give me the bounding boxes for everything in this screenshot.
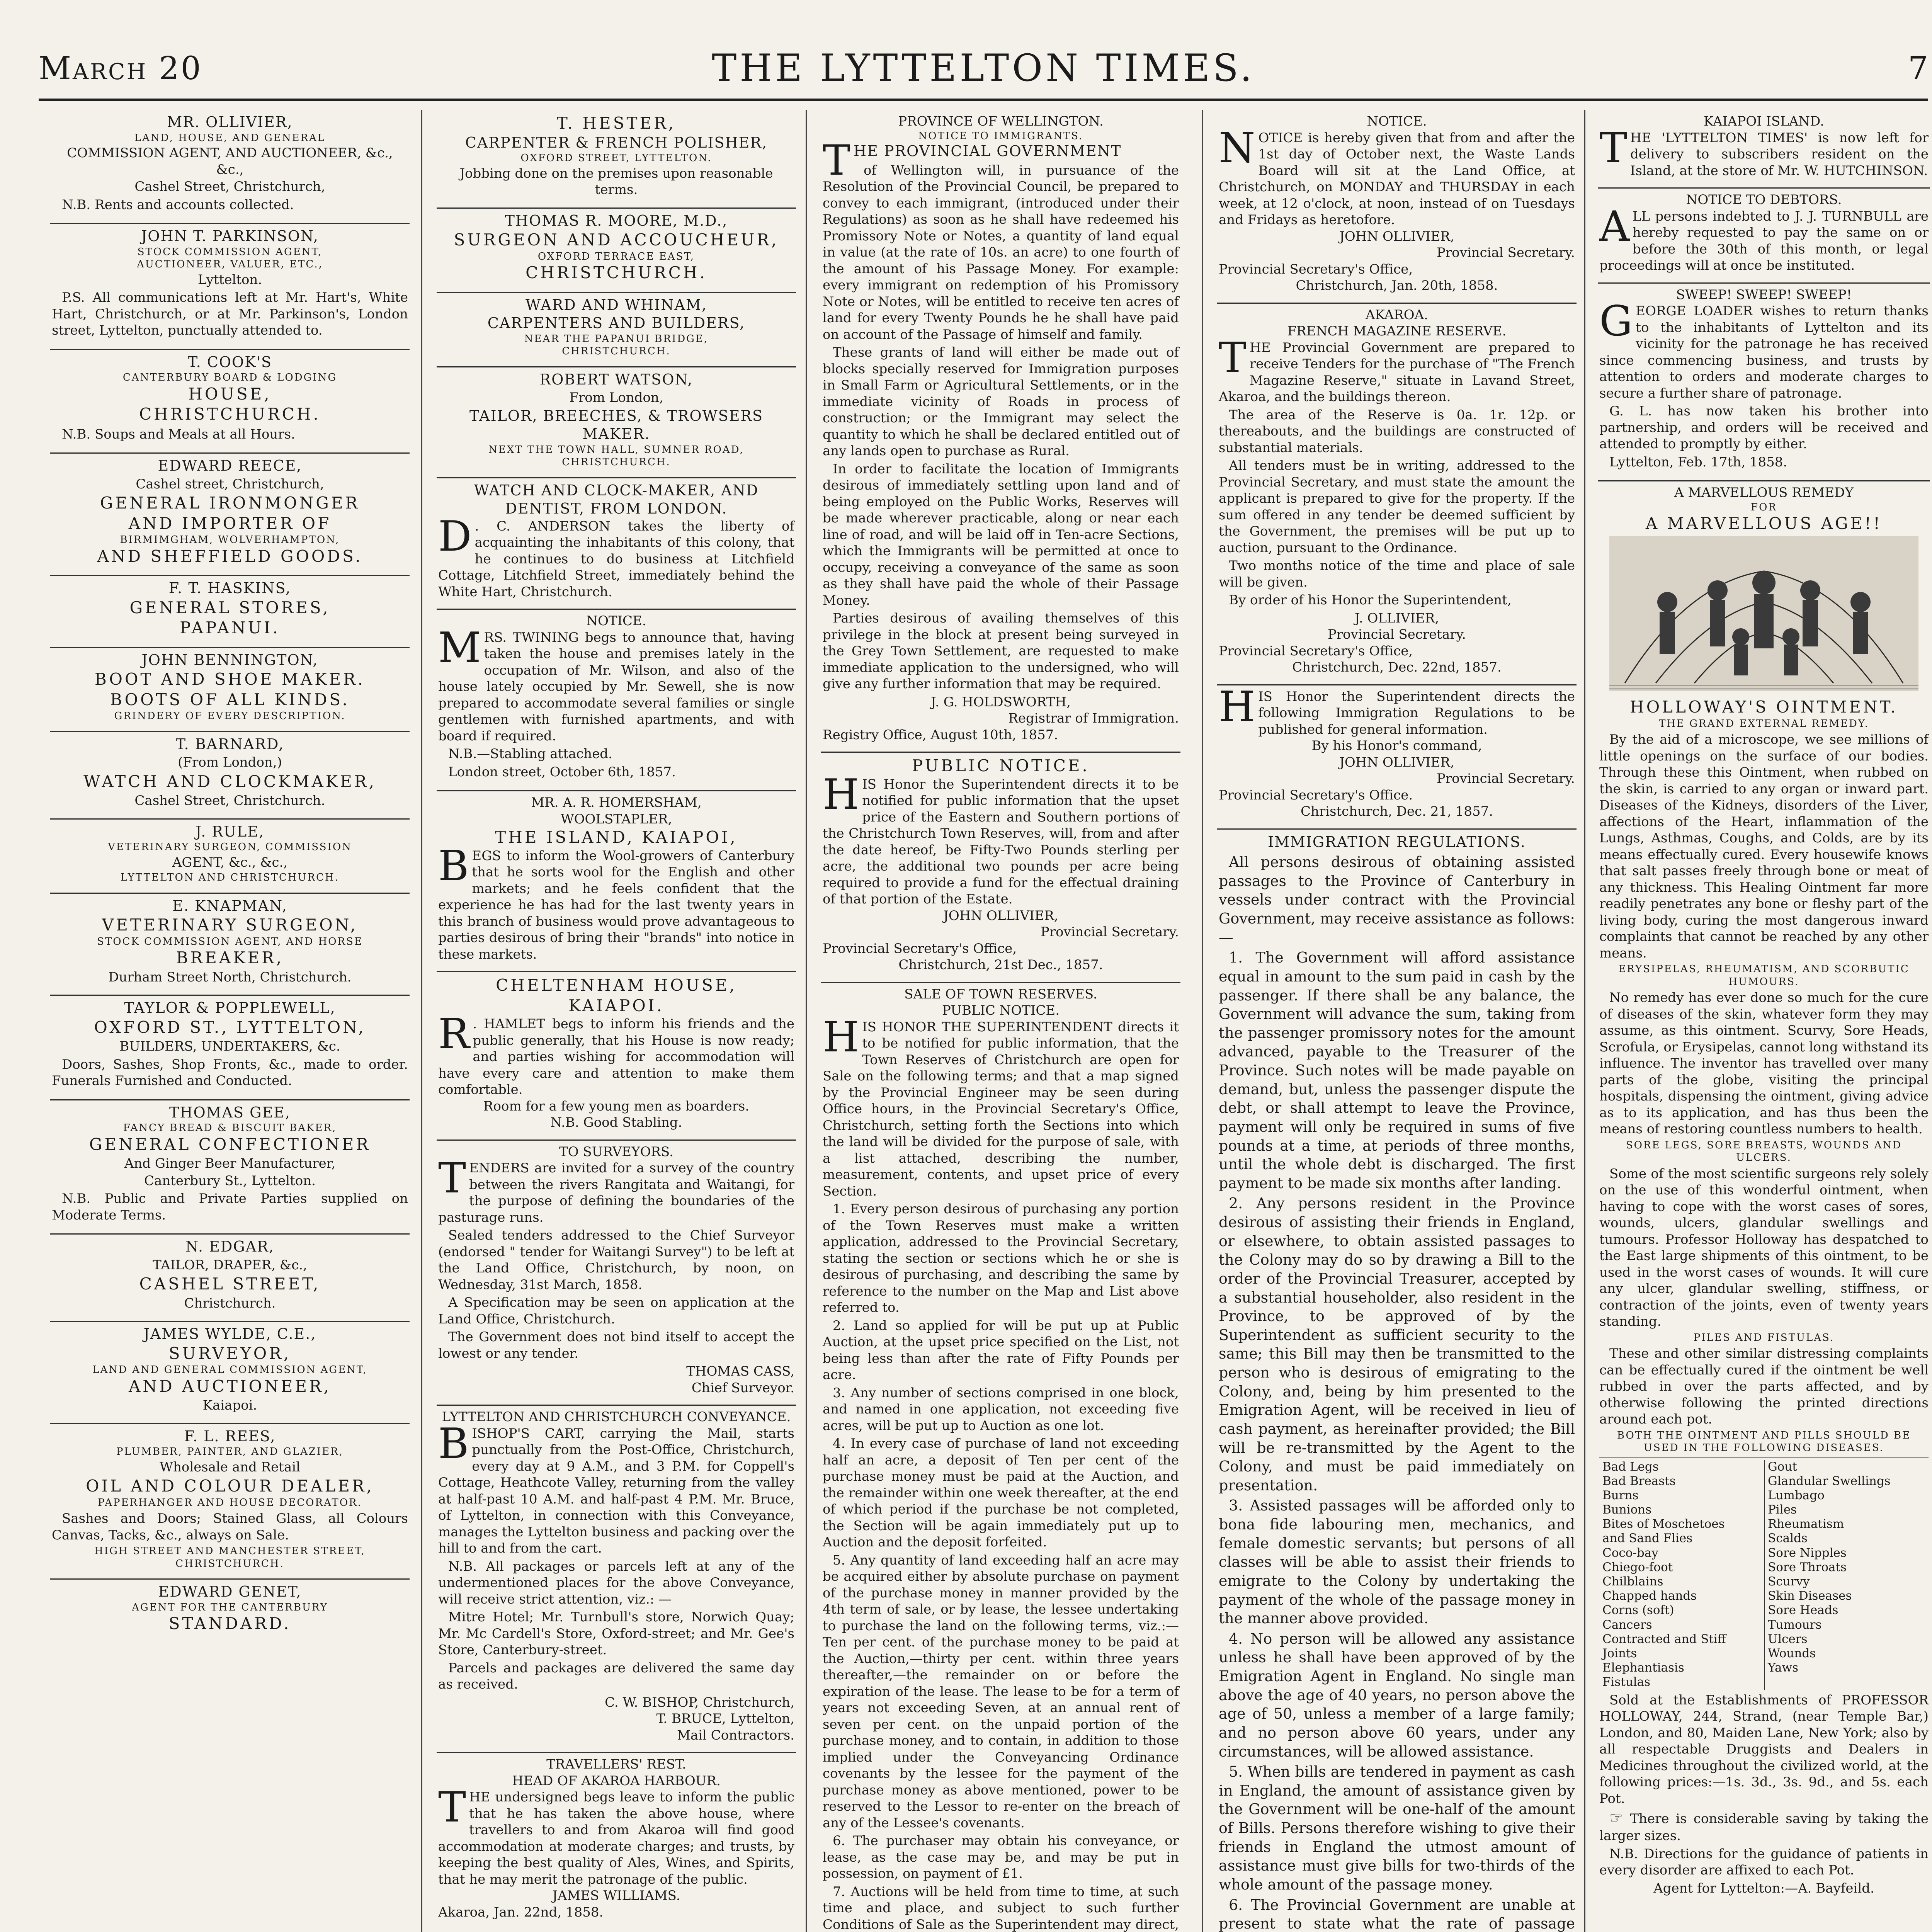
disease-item: Yaws	[1768, 1661, 1798, 1675]
ad-cheltenham: CHELTENHAM HOUSE, KAIAPOI. R . HAMLET begs to inform his friends and the public generally, that his House is now ready; and parties wishing for accommodation will have every care and attention to make them comfortable. Room for a few young men as boarders. N.B. Good Stabling.	[437, 971, 796, 1139]
card-line: THOMAS GEE,	[169, 1104, 291, 1121]
notice-public: PUBLIC NOTICE. HIS Honor the Superintendent directs it to be notified for public information that the upset price of the Eastern and Southern portions of the Christchurch Town Reserves, will, from and after the date hereof, be Fifty-Two Pounds sterling per acre, the additional two pounds per acre being required to provide a fund for the effectual draining of that portion of the Estate. JOHN OLLIVIER, Provincial Secretary. Provincial Secretary's Office, Christchurch, 21st Dec., 1857.	[821, 752, 1180, 982]
card-line: Lyttelton.	[197, 272, 262, 287]
card-line: Cashel street, Christchurch,	[136, 476, 324, 492]
card-line: MR. OLLIVIER,	[167, 114, 293, 131]
card-line: STANDARD.	[168, 1614, 291, 1633]
column-rule	[806, 110, 807, 1932]
ad-homersham: MR. A. R. HOMERSHAM, WOOLSTAPLER, THE ISLAND, KAIAPOI, BEGS to inform the Wool-growers of Canterbury that he sorts wool for the English and other markets; and he feels confident that the experience he has had for the last twenty years in this branch of business would prove advantageous to parties desirous of bring their "brands" into notice in these markets.	[437, 790, 796, 971]
column-2	[437, 110, 796, 1932]
card-note: N.B. Public and Private Parties supplied on Moderate Terms.	[52, 1191, 408, 1223]
card-line: TAYLOR & POPPLEWELL,	[124, 999, 336, 1016]
card-line: Kaiapoi.	[202, 1398, 257, 1413]
ad-holloway: A MARVELLOUS REMEDY FOR A MARVELLOUS AGE!! HOLLOWAY'S OINTMENT. THE GRAND EXTERNAL REMEDY. By the aid of a microscope, we see millions of little openings on the surface of our bodies. Through these this Ointment, when rubbed on the skin, is carried to any organ or inward part. Diseases of the Kidneys, disorders of the Liver, affections of the Heart, inflammation of the Lungs, Asthmas, Coughs, and Colds, are by its means effectually cured. Every housewife knows that salt passes freely through bone or meat of any thickness. This Healing Ointment far more readily penetrates any bone or fleshy part of the living body, curing the most dangerous inward complaints that cannot be reached by any other means. ERYSIPELAS, RHEUMATISM, AND SCORBUTIC HUMOURS. No remedy has ever done so much for the cure of diseases of the skin, whatever form they may assume, as this ointment. Scurvy, Sore Heads, Scrofula, or Erysipelas, cannot long withstand its influence. The inventor has travelled over many parts of the globe, visiting the principal hospitals, dispensing the ointment, giving advice as to its application, and has thus been the means of restoring countless numbers to health. SORE LEGS, SORE BREASTS, WOUNDS AND ULCERS. Some of the most scientific surgeons rely solely on the use of this wonderful ointment, when having to cope with the worst cases of sores, wounds, ulcers, glandular swellings and tumours. Professor Holloway has despatched to the East large shipments of this ointment, to be used in the worst cases of wounds. It will cure any ulcer, glandular swelling, stiffness, or contraction of the joints, even of twenty years standing. PILES AND FISTULAS. These and other similar distressing complaints can be effectually cured if the ointment be well rubbed in over the parts affected, and by otherwise following the printed directions around each pot. BOTH THE OINTMENT AND PILLS SHOULD BE USED IN THE FOLLOWING DISEASES. Bad Legs Bad Breasts Burns Bunions Bites of Moschetoes and Sand Flies Coco-bay Chiego-foot Chilblains Chapped hands Corns (soft) Cancers Contracted and Stiff Joints Elephantiasis Fistulas Gout Glandular Swellings Lumbago Piles Rheumatism Scalds Sore Nipples Sore Throats Scurvy Skin Diseases Sore Heads Tumours Ulcers Wounds Yaws Sold at the Establishments of PROFESSOR HOLLOWAY, 244, Strand, (near Temple Bar,) London, and 80, Maiden Lane, New York; also by all respectable Druggists and Dealers in Medicines throughout the civilized world, at the following prices:—1s. 3d., 3s. 9d., and 5s. each Pot. ☞ There is considerable saving by taking the larger sizes. N.B. Directions for the guidance of patients in every disorder are affixed to each Pot. Agent for Lyttelton:—A. Bayfeild.	[1598, 480, 1930, 1905]
card-line: LAND, HOUSE, AND GENERAL	[134, 132, 326, 144]
disease-item: Bad Breasts	[1602, 1474, 1676, 1488]
column-5	[1598, 110, 1930, 1932]
card-line: PAPERHANGER AND HOUSE DECORATOR.	[98, 1497, 362, 1509]
pointing-hand-icon: ☞	[1609, 1809, 1623, 1827]
card-line: WATCH AND CLOCKMAKER,	[83, 772, 376, 791]
card-line: CASHEL STREET,	[139, 1274, 321, 1293]
card-line: T. COOK'S	[187, 353, 272, 371]
notice-akaroa: AKAROA. FRENCH MAGAZINE RESERVE. THE Provincial Government are prepared to receive Tenders for the purchase of "The French Magazine Reserve," situate in Lavand Street, Akaroa, and the buildings thereon. The area of the Reserve is 0a. 1r. 12p. or thereabouts, and the buildings are constructed of substantial materials. All tenders must be in writing, addressed to the Provincial Secretary, and must state the amount the applicant is prepared to give for the property. If the sum offered in any tender be deemed sufficient by the Government, the premises will be put up to auction, pursuant to the Ordinance. Two months notice of the time and place of sale will be given. By order of his Honor the Superintendent, J. OLLIVIER, Provincial Secretary. Provincial Secretary's Office, Christchurch, Dec. 22nd, 1857.	[1217, 303, 1577, 684]
holloway-engraving-image	[1599, 536, 1929, 691]
card-line: Canterbury St., Lyttelton.	[144, 1173, 316, 1189]
card-line: BREAKER,	[176, 948, 284, 967]
column-rule	[1584, 110, 1585, 1932]
disease-item: Contracted and Stiff	[1602, 1632, 1726, 1646]
card-line: TAILOR, DRAPER, &c.,	[153, 1257, 307, 1273]
business-card	[50, 1423, 410, 1579]
column-3	[821, 110, 1180, 1932]
card-line: VETERINARY SURGEON,	[102, 915, 358, 934]
business-card	[50, 1578, 410, 1643]
ad-conveyance: LYTTELTON AND CHRISTCHURCH CONVEYANCE. BISHOP'S CART, carrying the Mail, starts punctually from the Post-Office, Christchurch, every day at 9 A.M., and 3 P.M. for Coppell's Cottage, Heathcote Valley, returning from the valley at half-past 10 A.M. and half-past 4 P.M. Mr. Bruce, of Lyttelton, in connection with this Conveyance, manages the Lyttelton business and packing over the hill to and from the cart. N.B. All packages or parcels left at any of the undermentioned places for the above Conveyance, will receive strict attention, viz.: — Mitre Hotel; Mr. Turnbull's store, Norwich Quay; Mr. Mc Cardell's Store, Oxford-street; and Mr. Gee's Store, Canterbury-street. Parcels and packages are delivered the same day as received. C. W. BISHOP, Christchurch, T. BRUCE, Lyttelton, Mail Contractors.	[437, 1405, 796, 1752]
disease-item: Chapped hands	[1602, 1589, 1697, 1603]
ad-watson: ROBERT WATSON, From London, TAILOR, BREECHES, & TROWSERS MAKER. NEXT THE TOWN HALL, SUMNER ROAD, CHRISTCHURCH.	[437, 366, 796, 477]
card-line: GENERAL STORES,	[129, 598, 330, 617]
card-line: GRINDERY OF EVERY DESCRIPTION.	[114, 710, 346, 722]
disease-item: Sore Nipples	[1768, 1546, 1847, 1560]
masthead-title: THE LYTTELTON TIMES.	[712, 46, 1255, 90]
notice-kaiapoi-island: KAIAPOI ISLAND. THE 'LYTTELTON TIMES' is now left for delivery to subscribers resident on the Island, at the store of Mr. W. HUTCHINSON.	[1599, 114, 1929, 179]
disease-item: Chilblains	[1602, 1575, 1663, 1588]
diseases-right-list	[1764, 1460, 1929, 1690]
disease-item: Piles	[1768, 1503, 1797, 1517]
disease-item: Coco-bay	[1602, 1546, 1658, 1560]
card-line: E. KNAPMAN,	[172, 897, 287, 914]
card-line: HOUSE,	[188, 384, 272, 403]
card-line: F. T. HASKINS,	[168, 580, 291, 597]
card-line: Wholesale and Retail	[160, 1459, 300, 1475]
business-card	[50, 349, 410, 453]
disease-item: Bunions	[1602, 1503, 1652, 1517]
business-card	[50, 1321, 410, 1423]
ad-hester: T. HESTER, CARPENTER & FRENCH POLISHER, OXFORD STREET, LYTTELTON. Jobbing done on the premises upon reasonable terms.	[459, 114, 773, 197]
card-note: P.S. All communications left at Mr. Hart's, White Hart, Christchurch, or at Mr. Parkinson's, London street, Lyttelton, punctually attended to.	[52, 290, 408, 338]
card-line: N. EDGAR,	[185, 1238, 274, 1255]
disease-item: Ulcers	[1768, 1632, 1808, 1646]
diseases-table	[1599, 1457, 1929, 1690]
card-line: EDWARD REECE,	[158, 457, 302, 474]
card-note: N.B. Rents and accounts collected.	[62, 197, 294, 213]
business-card	[50, 731, 410, 818]
column-1-business-cards	[50, 110, 410, 1932]
card-line: CANTERBURY BOARD & LODGING	[122, 372, 337, 383]
disease-item: Chiego-foot	[1602, 1560, 1673, 1574]
notice-debtors: NOTICE TO DEBTORS. ALL persons indebted to J. J. TURNBULL are hereby requested to pay the same on or before the 30th of this month, or legal proceedings will at once be instituted.	[1598, 187, 1930, 282]
business-card	[50, 110, 410, 223]
disease-item: Gout	[1768, 1459, 1797, 1474]
card-line: T. BARNARD,	[175, 735, 284, 753]
disease-item: Bites of Moschetoes	[1602, 1517, 1725, 1531]
column-rule	[421, 110, 422, 1932]
disease-item: Bad Legs	[1602, 1459, 1659, 1474]
notice-sweep: SWEEP! SWEEP! SWEEP! GEORGE LOADER wishes to return thanks to the inhabitants of Lyttelton and its vicinity for the patronage he has received since commencing business, and trusts by attention to orders and moderate charges to secure a further share of patronage. G. L. has now taken his brother into partnership, and orders will be received and attended to promptly by either. Lyttelton, Feb. 17th, 1858.	[1598, 282, 1930, 481]
disease-item: Corns (soft)	[1602, 1603, 1674, 1617]
disease-item: Sore Throats	[1768, 1560, 1847, 1574]
card-line: AUCTIONEER, VALUER, ETC.,	[137, 259, 323, 270]
disease-item: Sore Heads	[1768, 1603, 1838, 1617]
card-note: N.B. Soups and Meals at all Hours.	[62, 426, 295, 442]
issue-date: March 20	[39, 50, 202, 87]
ad-ward-whinam: WARD AND WHINAM, CARPENTERS AND BUILDERS, NEAR THE PAPANUI BRIDGE, CHRISTCHURCH.	[437, 292, 796, 366]
disease-item: Skin Diseases	[1768, 1589, 1852, 1603]
business-card	[50, 452, 410, 575]
card-footer: HIGH STREET AND MANCHESTER STREET, CHRISTCHURCH.	[94, 1545, 366, 1570]
business-card	[50, 818, 410, 893]
disease-item: and Sand Flies	[1602, 1531, 1693, 1546]
page-number: 7	[1908, 50, 1928, 87]
card-line: BOOT AND SHOE MAKER.	[94, 670, 366, 689]
card-line: BIRMIMGHAM, WOLVERHAMPTON,	[120, 534, 340, 546]
card-line: GENERAL IRONMONGER	[100, 493, 360, 512]
disease-item: Lumbago	[1768, 1488, 1825, 1502]
card-line: Cashel Street, Christchurch.	[134, 793, 325, 808]
card-line: And Ginger Beer Manufacturer,	[124, 1156, 336, 1171]
card-line: JOHN T. PARKINSON,	[141, 228, 319, 245]
notice-sale-town-reserves: SALE OF TOWN RESERVES. PUBLIC NOTICE. HIS HONOR THE SUPERINTENDENT directs it to be notified for public information, that the Town Reserves of Christchurch are open for Sale on the following terms; and that a map signed by the Provincial Engineer may be seen during Office hours, in the Provincial Secretary's Office, Christchurch, setting forth the Sections into which the land will be divided for the purpose of sale, with a list attached, describing the number, measurement, contents, and upset price of every Section. 1. Every person desirous of purchasing any portion of the Town Reserves must make a written application, addressed to the Provincial Secretary, stating the section or sections which he or she is desirous of purchasing, and describing the same by reference to the number on the Map and List above referred to. 2. Land so applied for will be put up at Public Auction, at the upset price specified on the List, not being less than after the rate of Fifty Pounds per acre. 3. Any number of sections comprised in one block, and named in one application, not exceeding five acres, will be put up to Auction as one lot. 4. In every case of purchase of land not exceeding half an acre, a deposit of Ten per cent of the purchase money must be paid at the Auction, and the remainder within one week thereafter, at the end of which period if the purchase be not completed, the Section will be again immediately put up to Auction and the deposit forfeited. 5. Any quantity of land exceeding half an acre may be acquired either by absolute purchase on payment of the purchase money in manner provided by the 4th term of sale, or by lease, the lessee undertaking to purchase the land on the following terms, viz.:—Ten per cent. of the purchase money to be paid at the Auction,—thirty per cent. within three years thereafter,—the remainder on or before the expiration of the lease. The lease to be for a term of years not exceeding Seven, at an annual rent of seven per cent. on the unpaid portion of the purchase money, and to contain, in addition to those implied under the Conveyancing Ordinance covenants by the lessee for the payment of the purchase money as above mentioned, power to be reserved to the Lessor to re-enter on the breach of any of the Lessee's covenants. 6. The purchaser may obtain his conveyance, or lease, as the case may be, and may be put in possession, on payment of £1. 7. Auctions will be held from time to time, at such time and place, and subject to such further Conditions of Sale as the Superintendent may direct,	[821, 982, 1180, 1932]
disease-item: Elephantiasis	[1602, 1661, 1684, 1675]
card-line: SURVEYOR,	[168, 1344, 291, 1363]
business-card	[50, 995, 410, 1099]
card-line: Cashel Street, Christchurch,	[134, 179, 325, 194]
card-line: AND IMPORTER OF	[128, 514, 332, 533]
ad-travellers-rest: TRAVELLERS' REST. HEAD OF AKAROA HARBOUR. THE undersigned begs leave to inform the public that he has taken the above house, where travellers to and from Akaroa will find good accommodation at moderate charges; and trusts, by keeping the best quality of Ales, Wines, and Spirits, that he may merit the patronage of the public. JAMES WILLIAMS. Akaroa, Jan. 22nd, 1858.	[437, 1752, 796, 1929]
immigration-regulations: IMMIGRATION REGULATIONS. All persons desirous of obtaining assisted passages to the Province of Canterbury in vessels under contract with the Provincial Government, may receive assistance as follows: — 1. The Government will afford assistance equal in amount to the sum paid in cash by the passenger. If there shall be any balance, the Government will advance the sum, taking from the passenger promissory notes for the amount advanced, payable to the Treasurer of the Province. Such notes will be made payable on demand, but, unless the passenger dispute the debt, or shall attempt to leave the Province, payment will only be required in sums of five pounds at a time, at periods of three months, until the whole debt is discharged. The first payment to be made six months after landing. 2. Any persons resident in the Province desirous of assisting their friends in England, or elsewhere, to obtain assisted passages to the Colony may do so by drawing a Bill to the order of the Provincial Treasurer, accepted by a substantial householder, also resident in the Province, to be approved of by the Superintendent as sufficient security to the same; this Bill may then be transmitted to the person who is desirous of emigrating to the Colony, and, being by him presented to the Emigration Agent, will be received in lieu of cash payment, as hereinafter provided; the Bill will be re-transmitted by the Agent to the Colony, and must be paid immediately on presentation. 3. Assisted passages will be afforded only to bona fide labouring men, mechanics, and female domestic servants; but persons of all classes will be able to assist their friends to emigrate to the Colony by undertaking the payment of the whole of the passage money in the manner above provided. 4. No person will be allowed any assistance unless he shall have been approved of by the Emigration Agent in England. No single man above the age of 40 years, no person above the age of 50, unless a member of a large family; and no person above 60 years, under any circumstances, will be allowed assistance. 5. When bills are tendered in payment as cash in England, the amount of assistance given by the Government will be one-half of the amount of Bills. Persons therefore wishing to give their friends in England the utmost amount of assistance must give bills for two-thirds of the whole amount of the passage money. 6. The Provincial Government are unable at present to state what the rate of passage	[1217, 828, 1577, 1932]
disease-item: Joints	[1602, 1646, 1637, 1660]
card-line: OIL AND COLOUR DEALER,	[86, 1476, 374, 1495]
card-line: F. L. REES,	[184, 1427, 276, 1445]
card-line: AGENT FOR THE CANTERBURY	[132, 1601, 328, 1613]
business-card	[50, 575, 410, 647]
notice-waste-lands: NOTICE. NOTICE is hereby given that from and after the 1st day of October next, the Waste Lands Board will sit at the Land Office, at Christchurch, on MONDAY and THURSDAY in each week, at 12 o'clock, at noon, instead of on Tuesdays and Fridays as heretofore. JOHN OLLIVIER, Provincial Secretary. Provincial Secretary's Office, Christchurch, Jan. 20th, 1858.	[1219, 114, 1575, 293]
business-card	[50, 1233, 410, 1321]
card-line: AND SHEFFIELD GOODS.	[97, 546, 363, 566]
card-line: GENERAL CONFECTIONER	[89, 1134, 371, 1154]
card-line: J. RULE,	[195, 823, 265, 840]
business-card	[50, 647, 410, 731]
card-line: AND AUCTIONEER,	[128, 1376, 332, 1396]
card-line: LYTTELTON AND CHRISTCHURCH.	[121, 872, 339, 883]
card-note: Doors, Sashes, Shop Fronts, &c., made to order. Funerals Furnished and Conducted.	[52, 1056, 408, 1088]
disease-item: Scurvy	[1768, 1575, 1810, 1588]
disease-item: Scalds	[1768, 1531, 1808, 1546]
card-line: COMMISSION AGENT, AND AUCTIONEER, &c., &c.,	[67, 145, 393, 177]
ad-anderson: WATCH AND CLOCK-MAKER, AND DENTIST, FROM LONDON. D . C. ANDERSON takes the liberty of acquainting the inhabitants of this colony, that he continues to do business at Litchfield Cottage, Litchfield Street, immediately behind the White Hart, Christchurch.	[437, 477, 796, 609]
disease-item: Rheumatism	[1768, 1517, 1844, 1531]
ad-surveyors: TO SURVEYORS. TENDERS are invited for a survey of the country between the rivers Rangitata and Waitangi, for the purpose of defining the boundaries of the pasturage runs. Sealed tenders addressed to the Chief Surveyor (endorsed " tender for Waitangi Survey") to be left at the Land Office, Christchurch, by noon, on Wednesday, 31st March, 1858. A Specification may be seen on application at the Land Office, Christchurch. The Government does not bind itself to accept the lowest or any tender. THOMAS CASS, Chief Surveyor.	[437, 1139, 796, 1405]
diseases-left-list	[1599, 1460, 1764, 1690]
page-header	[39, 46, 1928, 93]
card-line: STOCK COMMISSION AGENT, AND HORSE	[97, 935, 363, 947]
card-line: Durham Street North, Christchurch.	[108, 969, 352, 985]
card-line: EDWARD GENET,	[158, 1583, 302, 1600]
card-note: Sashes and Doors; Stained Glass, all Colours Canvas, Tacks, &c., always on Sale.	[52, 1511, 408, 1543]
card-line: PLUMBER, PAINTER, AND GLAZIER,	[116, 1446, 344, 1458]
card-line: CHRISTCHURCH.	[139, 405, 321, 423]
column-4	[1217, 110, 1577, 1932]
disease-item: Wounds	[1768, 1646, 1816, 1660]
disease-item: Cancers	[1602, 1617, 1652, 1632]
business-card	[50, 223, 410, 349]
disease-item: Burns	[1602, 1488, 1639, 1502]
card-line: OXFORD ST., LYTTELTON,	[94, 1017, 366, 1037]
ad-twining: NOTICE. MRS. TWINING begs to announce that, having taken the house and premises lately in the occupation of Mr. Wilson, and also of the house lately occupied by Mr. Sewell, she is now prepared to accommodate several families or single gentlemen with furnished apartments, and with board if required. N.B.—Stabling attached. London street, October 6th, 1857.	[437, 609, 796, 790]
card-line: JOHN BENNINGTON,	[141, 651, 318, 668]
card-line: JAMES WYLDE, C.E.,	[143, 1325, 316, 1342]
notice-wellington: PROVINCE OF WELLINGTON. NOTICE TO IMMIGRANTS. THE PROVINCIAL GOVERNMENT of Wellington will, in pursuance of the Resolution of the Provincial Council, be prepared to convey to each immigrant, (introduced under their Regulations) as soon as he shall have redeemed his Promissory Note or Notes, a quantity of land equal in value (at the rate of 10s. an acre) to one fourth of the amount of his Passage Money. For example: every immigrant on redemption of his Promissory Note or Notes, will be entitled to receive ten acres of land for every Twenty Pounds he he shall have paid on account of the Passage of himself and family. These grants of land will either be made out of blocks specially reserved for Immigration purposes in Small Farm or Agricultural Settlements, or in the immediate vicinity of Roads in process of construction; or the Immigrant may select the quantity to which he shall be declared entitled out of any lands open to purchase as Rural. In order to facilitate the location of Immigrants desirous of immediately settling upon land and of being employed on the Public Works, Reserves will be made wherever practicable, along or near each line of road, and will be laid off in Ten-acre Sections, which the Immigrants will be permitted at once to occupy, receiving a conveyance of the same as soon as they shall have paid the whole of their Passage Money. Parties desirous of availing themselves of this privilege in the block at present being surveyed in the Grey Town Settlement, are requested to make immediate application to the undersigned, who will give any further information that may be required. J. G. HOLDSWORTH, Registrar of Immigration. Registry Office, August 10th, 1857.	[823, 114, 1179, 743]
card-line: VETERINARY SURGEON, COMMISSION	[108, 841, 352, 853]
header-rule	[39, 99, 1928, 101]
notice-regulations: HIS Honor the Superintendent directs the following Immigration Regulations to be published for general information. By his Honor's command, JOHN OLLIVIER, Provincial Secretary. Provincial Secretary's Office. Christchurch, Dec. 21, 1857.	[1217, 684, 1577, 828]
business-card	[50, 1099, 410, 1234]
ad-moore: THOMAS R. MOORE, M.D., SURGEON AND ACCOUCHEUR, OXFORD TERRACE EAST, CHRISTCHURCH.	[437, 207, 796, 292]
card-line: PAPANUI.	[180, 618, 280, 637]
card-line: LAND AND GENERAL COMMISSION AGENT,	[92, 1364, 367, 1376]
card-line: AGENT, &c., &c.,	[172, 854, 288, 870]
column-rule	[1202, 110, 1203, 1932]
disease-item: Fistulas	[1602, 1675, 1651, 1689]
card-line: (From London,)	[178, 755, 282, 770]
disease-item: Tumours	[1768, 1617, 1822, 1632]
card-line: FANCY BREAD & BISCUIT BAKER,	[123, 1122, 337, 1134]
card-line: STOCK COMMISSION AGENT,	[137, 246, 323, 258]
disease-item: Glandular Swellings	[1768, 1474, 1891, 1488]
business-card	[50, 893, 410, 995]
card-line: BUILDERS, UNDERTAKERS, &c.	[119, 1039, 340, 1054]
card-line: BOOTS OF ALL KINDS.	[110, 690, 350, 709]
card-line: Christchurch.	[184, 1295, 276, 1311]
